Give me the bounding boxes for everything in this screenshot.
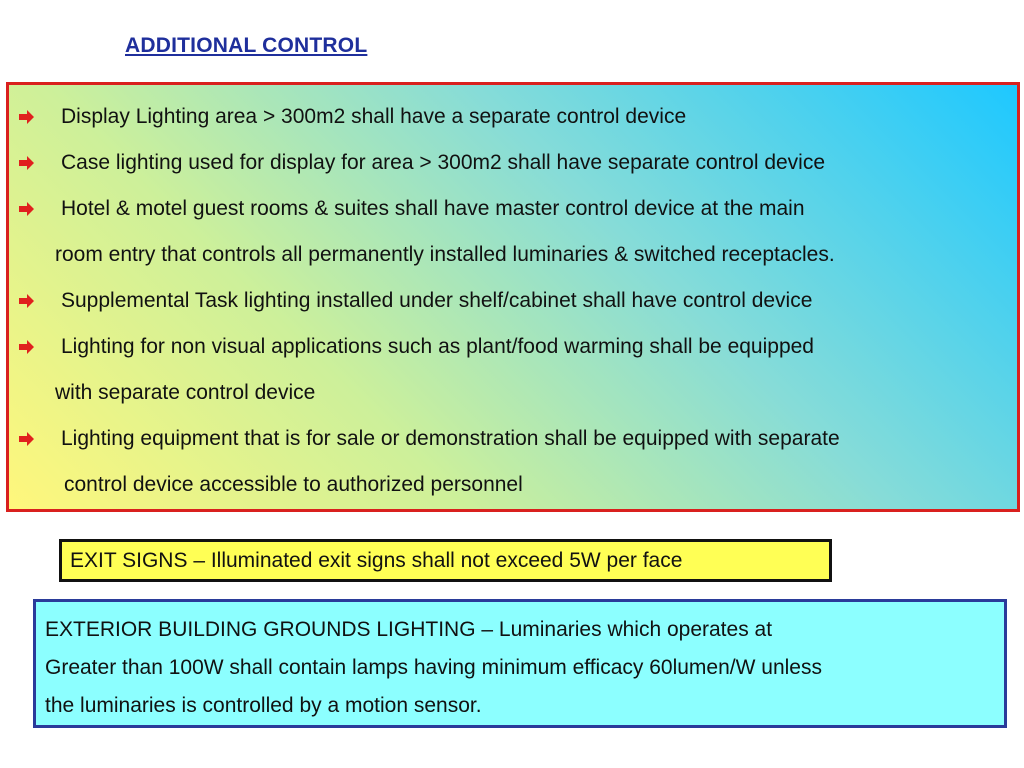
right-arrow-icon bbox=[19, 110, 34, 124]
bullet-text-continued: room entry that controls all permanently installed luminaries & switched receptacles. bbox=[55, 243, 835, 266]
page-title: ADDITIONAL CONTROL bbox=[125, 34, 368, 57]
exterior-lighting-note bbox=[33, 599, 1007, 728]
right-arrow-icon bbox=[19, 202, 34, 216]
bullet-text: Hotel & motel guest rooms & suites shall have master control device at the main bbox=[61, 197, 805, 220]
right-arrow-icon bbox=[19, 156, 34, 170]
exterior-text-line: Greater than 100W shall contain lamps having minimum efficacy 60lumen/W unless bbox=[45, 656, 822, 679]
bullet-text-continued: with separate control device bbox=[55, 381, 316, 404]
exterior-text-line: EXTERIOR BUILDING GROUNDS LIGHTING – Luminaries which operates at bbox=[45, 618, 773, 641]
bullet-text: Lighting for non visual applications such as plant/food warming shall be equipped bbox=[61, 335, 814, 358]
additional-control-panel bbox=[6, 82, 1020, 512]
bullet-text: Display Lighting area > 300m2 shall have a separate control device bbox=[61, 105, 687, 128]
exit-signs-note: EXIT SIGNS – Illuminated exit signs shall not exceed 5W per face bbox=[59, 539, 832, 582]
exterior-text-line: the luminaries is controlled by a motion sensor. bbox=[45, 694, 482, 717]
bullet-text-continued: control device accessible to authorized personnel bbox=[64, 473, 523, 496]
right-arrow-icon bbox=[19, 294, 34, 308]
bullet-text: Case lighting used for display for area > 300m2 shall have separate control device bbox=[61, 151, 826, 174]
right-arrow-icon bbox=[19, 340, 34, 354]
bullet-text: Lighting equipment that is for sale or demonstration shall be equipped with separate bbox=[61, 427, 840, 450]
bullet-text: Supplemental Task lighting installed under shelf/cabinet shall have control device bbox=[61, 289, 813, 312]
right-arrow-icon bbox=[19, 432, 34, 446]
